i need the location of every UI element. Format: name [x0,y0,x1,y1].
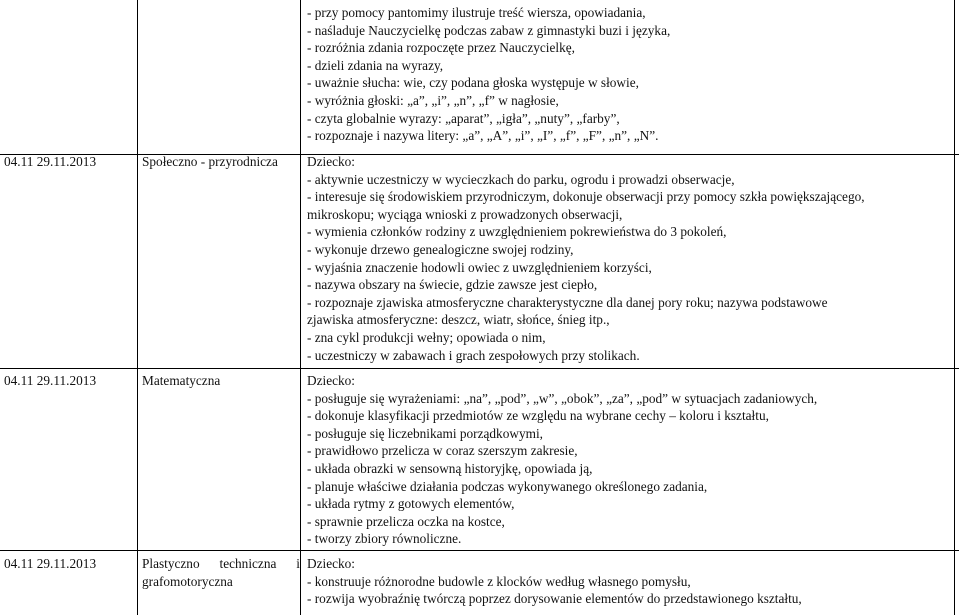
list-item: - wyjaśnia znaczenie hodowli owiec z uwzględnieniem korzyści, [307,259,652,275]
list-item: - rozwija wyobraźnię twórczą poprzez dorysowanie elementów do przedstawionego kształtu, [307,591,802,607]
list-item: - przy pomocy pantomimy ilustruje treść wiersza, opowiadania, [307,5,646,20]
list-item: - układa rytmy z gotowych elementów, [307,496,515,512]
row-3-lines [307,573,947,608]
list-item: - interesuje się środowiskiem przyrodniczym, dokonuje obserwacji przy pomocy szkła powiększającego, [307,189,865,205]
list-item: mikroskopu; wyciąga wnioski z prowadzonych obserwacji, [307,206,623,222]
list-item: - wykonuje drzewo genealogiczne swojej rodziny, [307,241,574,257]
row-1-content [307,153,947,364]
list-item: - planuje właściwe działania podczas wykonywanego określonego zadania, [307,478,708,494]
list-item: - uczestniczy w zabawach i grach zespołowych przy stolikach. [307,347,640,363]
list-item: - wyróżnia głoski: „a”, „i”, „n”, „f” w nagłosie, [307,92,559,108]
list-item: - zna cykl produkcji wełny; opowiada o nim, [307,329,546,345]
list-item: - konstruuje różnorodne budowle z klocków według własnego pomysłu, [307,573,691,589]
list-item: - dokonuje klasyfikacji przedmiotów ze względu na wybrane cechy – koloru i kształtu, [307,408,769,424]
list-item: - uważnie słucha: wie, czy podana głoska występuje w słowie, [307,75,639,91]
list-item: - rozpoznaje i nazywa litery: „a”, „A”, „i”, „I”, „f”, „F”, „n”, „N”. [307,128,659,144]
list-item: - sprawnie przelicza oczka na kostce, [307,513,505,529]
row-3-heading: Dziecko: [307,556,355,571]
list-item: - układa obrazki w sensowną historyjkę, opowiada ją, [307,460,593,476]
list-item: - rozpoznaje zjawiska atmosferyczne charakterystyczne dla danej pory roku; nazywa podstawowe [307,294,828,310]
row-2-lines [307,390,947,548]
row-2-heading: Dziecko: [307,373,355,388]
row-divider-2 [0,368,959,369]
list-item: - nazywa obszary na świecie, gdzie zawsze jest ciepło, [307,277,598,293]
table-right-border [954,0,955,615]
row-1-lines [307,171,947,365]
row-1-date: 04.11 29.11.2013 [4,154,97,169]
row-2-date: 04.11 29.11.2013 [4,373,97,388]
list-item: - dzieli zdania na wyrazy, [307,57,444,73]
row-3-date: 04.11 29.11.2013 [4,556,97,571]
list-item: - naśladuje Nauczycielkę podczas zabaw z gimnastyki buzi i języka, [307,22,671,38]
row-0-lines [307,4,947,145]
column-divider-date [137,0,138,615]
row-3-content [307,555,947,608]
row-2-content [307,372,947,548]
row-divider-3 [0,550,959,551]
list-item: - wymienia członków rodziny z uwzględnieniem pokrewieństwa do 3 pokoleń, [307,224,727,240]
row-1-area: Społeczno - przyrodnicza [142,154,278,169]
list-item: zjawiska atmosferyczne: deszcz, wiatr, słońce, śnieg itp., [307,312,610,328]
column-divider-area [300,0,301,615]
row-1-heading: Dziecko: [307,154,355,169]
list-item: - tworzy zbiory równoliczne. [307,531,462,547]
list-item: - posługuje się wyrażeniami: „na”, „pod”, „w”, „obok”, „za”, „pod” w sytuacjach zadaniowych, [307,390,818,406]
list-item: - posługuje się liczebnikami porządkowymi, [307,425,543,441]
list-item: - aktywnie uczestniczy w wycieczkach do parku, ogrodu i prowadzi obserwacje, [307,171,735,187]
row-0-content [307,4,947,145]
list-item: - rozróżnia zdania rozpoczęte przez Nauczycielkę, [307,40,575,56]
row-3-area: Plastyczno techniczna i grafomotoryczna [142,556,300,589]
list-item: - prawidłowo przelicza w coraz szerszym zakresie, [307,443,578,459]
list-item: - czyta globalnie wyrazy: „aparat”, „igła”, „nuty”, „farby”, [307,110,620,126]
row-2-area: Matematyczna [142,373,221,388]
